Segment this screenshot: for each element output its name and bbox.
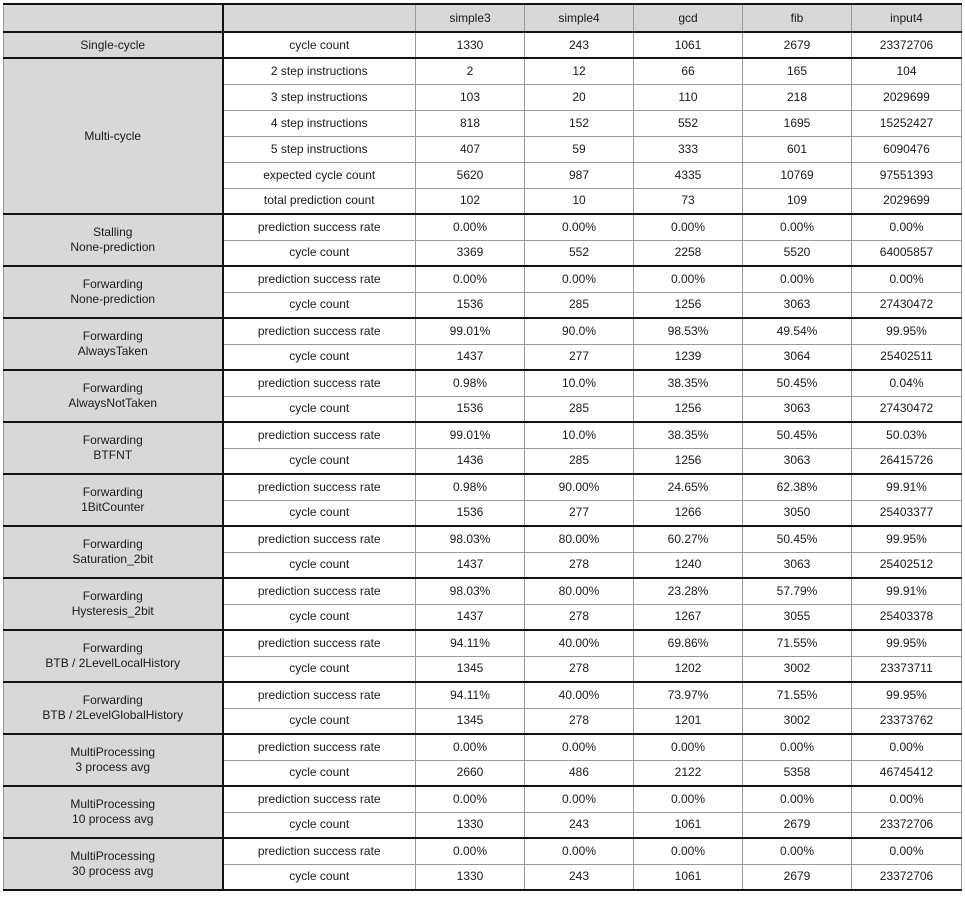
table-body: [4, 32, 962, 890]
value-cell: 10.0%: [525, 370, 634, 396]
metric-label-cell: cycle count: [223, 552, 416, 578]
value-cell: 165: [743, 58, 852, 84]
value-cell: 0.04%: [852, 370, 962, 396]
metric-label-cell: cycle count: [223, 812, 416, 838]
value-cell: 25402512: [852, 552, 962, 578]
value-cell: 99.95%: [852, 318, 962, 344]
group-label-cell: [4, 682, 223, 734]
value-cell: 109: [743, 188, 852, 214]
group-label-line: AlwaysNotTaken: [68, 396, 158, 410]
group-label-cell: [4, 370, 223, 422]
table-row: [4, 318, 962, 344]
value-cell: 552: [634, 110, 743, 136]
value-cell: 0.98%: [416, 474, 525, 500]
group-label-line: Forwarding: [82, 589, 143, 603]
group-label-cell: [4, 630, 223, 682]
value-cell: 3055: [743, 604, 852, 630]
table-row: [4, 422, 962, 448]
value-cell: 0.00%: [743, 266, 852, 292]
group-label-line: MultiProcessing: [70, 745, 156, 759]
table-row: [4, 266, 962, 292]
metric-label-cell: cycle count: [223, 656, 416, 682]
value-cell: 1061: [634, 32, 743, 58]
table-row: [4, 682, 962, 708]
group-label-cell: [4, 474, 223, 526]
value-cell: 0.00%: [852, 266, 962, 292]
group-label-line: BTB / 2LevelGlobalHistory: [42, 708, 184, 722]
metric-label-cell: cycle count: [223, 32, 416, 58]
group-label-cell: [4, 58, 223, 214]
group-label-line: BTFNT: [93, 448, 133, 462]
value-cell: 23372706: [852, 32, 962, 58]
value-cell: 277: [525, 344, 634, 370]
column-header: input4: [852, 4, 962, 32]
value-cell: 1437: [416, 604, 525, 630]
value-cell: 0.00%: [852, 838, 962, 864]
metric-label-cell: cycle count: [223, 864, 416, 890]
value-cell: 0.00%: [416, 266, 525, 292]
value-cell: 3063: [743, 292, 852, 318]
value-cell: 10: [525, 188, 634, 214]
header-row: [4, 4, 962, 32]
value-cell: 27430472: [852, 292, 962, 318]
value-cell: 218: [743, 84, 852, 110]
table-row: [4, 474, 962, 500]
metric-label-cell: prediction success rate: [223, 630, 416, 656]
value-cell: 40.00%: [525, 630, 634, 656]
value-cell: 0.00%: [416, 214, 525, 240]
value-cell: 98.03%: [416, 526, 525, 552]
value-cell: 0.00%: [743, 838, 852, 864]
value-cell: 1266: [634, 500, 743, 526]
column-header: fib: [743, 4, 852, 32]
value-cell: 102: [416, 188, 525, 214]
table-row: [4, 526, 962, 552]
value-cell: 2: [416, 58, 525, 84]
value-cell: 26415726: [852, 448, 962, 474]
value-cell: 0.00%: [852, 786, 962, 812]
group-label-line: Single-cycle: [80, 37, 146, 52]
group-label-cell: [4, 266, 223, 318]
value-cell: 0.00%: [634, 838, 743, 864]
value-cell: 1345: [416, 708, 525, 734]
value-cell: 38.35%: [634, 422, 743, 448]
value-cell: 1202: [634, 656, 743, 682]
value-cell: 90.0%: [525, 318, 634, 344]
value-cell: 99.91%: [852, 474, 962, 500]
value-cell: 71.55%: [743, 682, 852, 708]
group-label-line: MultiProcessing: [70, 797, 156, 811]
value-cell: 4335: [634, 162, 743, 188]
value-cell: 60.27%: [634, 526, 743, 552]
value-cell: 0.00%: [743, 214, 852, 240]
group-label-cell: [4, 214, 223, 266]
value-cell: 1345: [416, 656, 525, 682]
value-cell: 0.00%: [634, 214, 743, 240]
group-label-line: Stalling: [93, 225, 133, 239]
metric-label-cell: prediction success rate: [223, 214, 416, 240]
column-header: simple4: [525, 4, 634, 32]
value-cell: 601: [743, 136, 852, 162]
metric-label-cell: 5 step instructions: [223, 136, 416, 162]
value-cell: 10.0%: [525, 422, 634, 448]
value-cell: 278: [525, 656, 634, 682]
value-cell: 71.55%: [743, 630, 852, 656]
group-label-line: Multi-cycle: [84, 128, 142, 143]
value-cell: 6090476: [852, 136, 962, 162]
group-label-cell: [4, 422, 223, 474]
group-label-line: Forwarding: [82, 433, 143, 447]
value-cell: 90.00%: [525, 474, 634, 500]
table-row: [4, 32, 962, 58]
value-cell: 2679: [743, 812, 852, 838]
value-cell: 2029699: [852, 84, 962, 110]
value-cell: 3002: [743, 708, 852, 734]
value-cell: 23373762: [852, 708, 962, 734]
group-label-cell: [4, 578, 223, 630]
value-cell: 1201: [634, 708, 743, 734]
value-cell: 3369: [416, 240, 525, 266]
value-cell: 98.53%: [634, 318, 743, 344]
metric-label-cell: prediction success rate: [223, 370, 416, 396]
value-cell: 0.00%: [743, 734, 852, 760]
value-cell: 80.00%: [525, 578, 634, 604]
value-cell: 0.00%: [525, 214, 634, 240]
value-cell: 0.00%: [634, 734, 743, 760]
value-cell: 12: [525, 58, 634, 84]
metric-label-cell: cycle count: [223, 708, 416, 734]
metric-label-cell: cycle count: [223, 344, 416, 370]
value-cell: 0.00%: [852, 734, 962, 760]
value-cell: 99.91%: [852, 578, 962, 604]
value-cell: 50.45%: [743, 526, 852, 552]
value-cell: 0.00%: [634, 266, 743, 292]
group-label-cell: [4, 734, 223, 786]
value-cell: 25403377: [852, 500, 962, 526]
value-cell: 0.00%: [416, 838, 525, 864]
group-label-line: Saturation_2bit: [72, 552, 154, 566]
column-header: simple3: [416, 4, 525, 32]
value-cell: 3063: [743, 396, 852, 422]
value-cell: 278: [525, 604, 634, 630]
value-cell: 0.00%: [634, 786, 743, 812]
value-cell: 110: [634, 84, 743, 110]
value-cell: 243: [525, 864, 634, 890]
value-cell: 1240: [634, 552, 743, 578]
group-label-line: AlwaysTaken: [77, 344, 148, 358]
value-cell: 50.45%: [743, 370, 852, 396]
group-label-cell: [4, 786, 223, 838]
group-label-cell: [4, 838, 223, 890]
metric-label-cell: 2 step instructions: [223, 58, 416, 84]
metric-label-cell: prediction success rate: [223, 578, 416, 604]
value-cell: 152: [525, 110, 634, 136]
metric-label-cell: cycle count: [223, 760, 416, 786]
value-cell: 0.98%: [416, 370, 525, 396]
metric-label-cell: prediction success rate: [223, 734, 416, 760]
value-cell: 50.03%: [852, 422, 962, 448]
group-label-line: 3 process avg: [75, 760, 151, 774]
group-label-line: None-prediction: [70, 292, 156, 306]
value-cell: 407: [416, 136, 525, 162]
group-label-line: Hysteresis_2bit: [71, 604, 154, 618]
value-cell: 0.00%: [525, 734, 634, 760]
value-cell: 10769: [743, 162, 852, 188]
table-row: [4, 214, 962, 240]
value-cell: 0.00%: [525, 786, 634, 812]
metric-label-cell: prediction success rate: [223, 786, 416, 812]
table-row: [4, 786, 962, 812]
metric-label-cell: prediction success rate: [223, 422, 416, 448]
value-cell: 3002: [743, 656, 852, 682]
value-cell: 57.79%: [743, 578, 852, 604]
value-cell: 46745412: [852, 760, 962, 786]
metric-label-cell: prediction success rate: [223, 318, 416, 344]
value-cell: 5520: [743, 240, 852, 266]
metric-label-cell: cycle count: [223, 396, 416, 422]
group-label-line: Forwarding: [82, 381, 143, 395]
value-cell: 0.00%: [525, 838, 634, 864]
group-label-line: Forwarding: [82, 329, 143, 343]
metric-label-cell: prediction success rate: [223, 266, 416, 292]
group-label-line: None-prediction: [70, 240, 156, 254]
value-cell: 1330: [416, 864, 525, 890]
value-cell: 1437: [416, 344, 525, 370]
value-cell: 1536: [416, 396, 525, 422]
value-cell: 59: [525, 136, 634, 162]
group-label-line: Forwarding: [82, 277, 143, 291]
value-cell: 99.95%: [852, 630, 962, 656]
value-cell: 277: [525, 500, 634, 526]
value-cell: 243: [525, 812, 634, 838]
value-cell: 64005857: [852, 240, 962, 266]
value-cell: 2679: [743, 864, 852, 890]
results-table-container: [3, 3, 962, 891]
value-cell: 1695: [743, 110, 852, 136]
metric-label-cell: total prediction count: [223, 188, 416, 214]
value-cell: 285: [525, 448, 634, 474]
value-cell: 23372706: [852, 812, 962, 838]
value-cell: 3050: [743, 500, 852, 526]
value-cell: 0.00%: [525, 266, 634, 292]
group-label-line: Forwarding: [82, 693, 143, 707]
value-cell: 80.00%: [525, 526, 634, 552]
value-cell: 23373711: [852, 656, 962, 682]
value-cell: 69.86%: [634, 630, 743, 656]
group-label-line: Forwarding: [82, 485, 143, 499]
value-cell: 25403378: [852, 604, 962, 630]
table-header: [4, 4, 962, 32]
value-cell: 552: [525, 240, 634, 266]
value-cell: 486: [525, 760, 634, 786]
value-cell: 285: [525, 292, 634, 318]
value-cell: 99.95%: [852, 682, 962, 708]
value-cell: 27430472: [852, 396, 962, 422]
value-cell: 0.00%: [743, 786, 852, 812]
value-cell: 3063: [743, 448, 852, 474]
value-cell: 1536: [416, 292, 525, 318]
table-row: [4, 630, 962, 656]
group-label-line: BTB / 2LevelLocalHistory: [45, 656, 181, 670]
value-cell: 38.35%: [634, 370, 743, 396]
value-cell: 40.00%: [525, 682, 634, 708]
value-cell: 97551393: [852, 162, 962, 188]
value-cell: 24.65%: [634, 474, 743, 500]
value-cell: 2258: [634, 240, 743, 266]
value-cell: 99.01%: [416, 422, 525, 448]
value-cell: 23372706: [852, 864, 962, 890]
value-cell: 1061: [634, 812, 743, 838]
group-label-line: Forwarding: [82, 641, 143, 655]
value-cell: 3063: [743, 552, 852, 578]
metric-label-cell: cycle count: [223, 604, 416, 630]
value-cell: 1267: [634, 604, 743, 630]
metric-label-cell: cycle count: [223, 448, 416, 474]
table-row: [4, 578, 962, 604]
value-cell: 103: [416, 84, 525, 110]
group-label-line: Forwarding: [82, 537, 143, 551]
value-cell: 73: [634, 188, 743, 214]
metric-label-cell: prediction success rate: [223, 838, 416, 864]
value-cell: 62.38%: [743, 474, 852, 500]
group-label-line: MultiProcessing: [70, 849, 156, 863]
value-cell: 25402511: [852, 344, 962, 370]
value-cell: 243: [525, 32, 634, 58]
value-cell: 5620: [416, 162, 525, 188]
value-cell: 1536: [416, 500, 525, 526]
value-cell: 3064: [743, 344, 852, 370]
value-cell: 1256: [634, 448, 743, 474]
group-label-line: 10 process avg: [72, 812, 154, 826]
value-cell: 1239: [634, 344, 743, 370]
value-cell: 2660: [416, 760, 525, 786]
group-label-cell: [4, 318, 223, 370]
value-cell: 0.00%: [416, 786, 525, 812]
header-metric-cell: [223, 4, 416, 32]
group-label-cell: [4, 32, 223, 58]
value-cell: 2122: [634, 760, 743, 786]
metric-label-cell: cycle count: [223, 240, 416, 266]
table-row: [4, 58, 962, 84]
value-cell: 49.54%: [743, 318, 852, 344]
value-cell: 2679: [743, 32, 852, 58]
value-cell: 66: [634, 58, 743, 84]
results-table: [3, 3, 962, 891]
value-cell: 99.95%: [852, 526, 962, 552]
table-row: [4, 838, 962, 864]
metric-label-cell: prediction success rate: [223, 526, 416, 552]
metric-label-cell: prediction success rate: [223, 682, 416, 708]
value-cell: 94.11%: [416, 682, 525, 708]
value-cell: 987: [525, 162, 634, 188]
value-cell: 1256: [634, 292, 743, 318]
metric-label-cell: cycle count: [223, 500, 416, 526]
value-cell: 2029699: [852, 188, 962, 214]
value-cell: 278: [525, 552, 634, 578]
value-cell: 0.00%: [416, 734, 525, 760]
value-cell: 285: [525, 396, 634, 422]
group-label-cell: [4, 526, 223, 578]
value-cell: 99.01%: [416, 318, 525, 344]
column-header: gcd: [634, 4, 743, 32]
table-row: [4, 734, 962, 760]
value-cell: 98.03%: [416, 578, 525, 604]
value-cell: 73.97%: [634, 682, 743, 708]
value-cell: 333: [634, 136, 743, 162]
value-cell: 1330: [416, 32, 525, 58]
metric-label-cell: 3 step instructions: [223, 84, 416, 110]
table-row: [4, 370, 962, 396]
metric-label-cell: cycle count: [223, 292, 416, 318]
value-cell: 23.28%: [634, 578, 743, 604]
metric-label-cell: 4 step instructions: [223, 110, 416, 136]
value-cell: 0.00%: [852, 214, 962, 240]
value-cell: 20: [525, 84, 634, 110]
value-cell: 1436: [416, 448, 525, 474]
group-label-line: 30 process avg: [72, 864, 154, 878]
value-cell: 1061: [634, 864, 743, 890]
value-cell: 50.45%: [743, 422, 852, 448]
metric-label-cell: expected cycle count: [223, 162, 416, 188]
value-cell: 15252427: [852, 110, 962, 136]
value-cell: 1330: [416, 812, 525, 838]
value-cell: 1256: [634, 396, 743, 422]
value-cell: 5358: [743, 760, 852, 786]
metric-label-cell: prediction success rate: [223, 474, 416, 500]
group-label-line: 1BitCounter: [81, 500, 145, 514]
value-cell: 104: [852, 58, 962, 84]
value-cell: 278: [525, 708, 634, 734]
value-cell: 1437: [416, 552, 525, 578]
value-cell: 818: [416, 110, 525, 136]
header-corner-cell: [4, 4, 223, 32]
value-cell: 94.11%: [416, 630, 525, 656]
